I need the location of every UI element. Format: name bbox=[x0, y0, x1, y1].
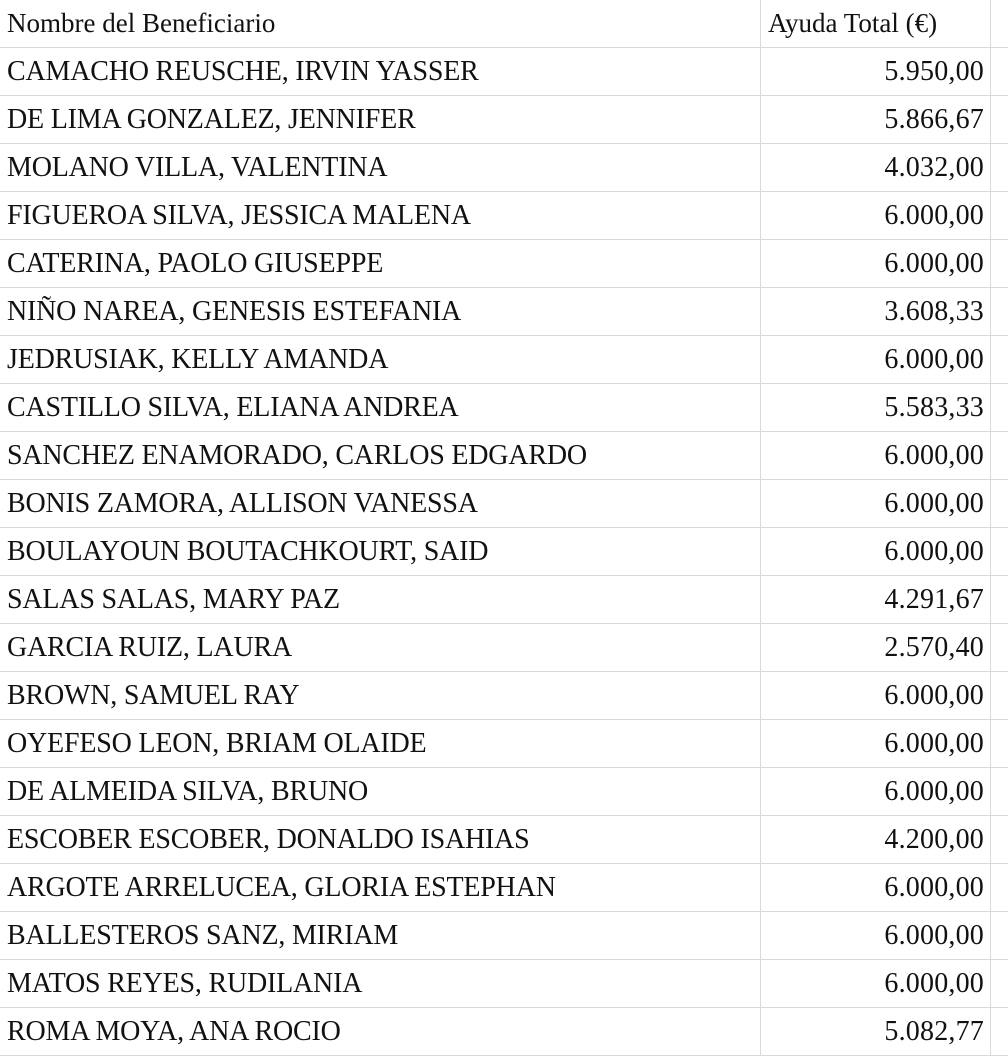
beneficiary-name: CAMACHO REUSCHE, IRVIN YASSER bbox=[7, 55, 479, 87]
beneficiary-name: DE LIMA GONZALEZ, JENNIFER bbox=[7, 103, 416, 135]
empty-cell[interactable] bbox=[991, 432, 1008, 479]
beneficiary-name-cell[interactable] bbox=[0, 192, 761, 239]
empty-cell[interactable] bbox=[991, 624, 1008, 671]
aid-amount-cell[interactable] bbox=[761, 432, 991, 479]
table-row bbox=[0, 960, 1008, 1008]
aid-amount: 6.000,00 bbox=[884, 487, 984, 519]
empty-cell[interactable] bbox=[991, 480, 1008, 527]
empty-cell[interactable] bbox=[991, 528, 1008, 575]
aid-amount-cell[interactable] bbox=[761, 816, 991, 863]
aid-amount: 6.000,00 bbox=[884, 871, 984, 903]
column-header-amount-label: Ayuda Total (€) bbox=[768, 8, 938, 38]
column-header-amount[interactable] bbox=[761, 0, 991, 47]
table-row bbox=[0, 384, 1008, 432]
beneficiary-name: BROWN, SAMUEL RAY bbox=[7, 679, 300, 711]
aid-amount: 6.000,00 bbox=[884, 439, 984, 471]
beneficiary-name-cell[interactable] bbox=[0, 960, 761, 1007]
table-row bbox=[0, 96, 1008, 144]
aid-amount: 6.000,00 bbox=[884, 919, 984, 951]
aid-amount: 6.000,00 bbox=[884, 247, 984, 279]
aid-amount: 2.570,40 bbox=[884, 631, 984, 663]
beneficiary-name: SALAS SALAS, MARY PAZ bbox=[7, 583, 340, 615]
table-row bbox=[0, 576, 1008, 624]
beneficiary-name: DE ALMEIDA SILVA, BRUNO bbox=[7, 775, 368, 807]
aid-amount-cell[interactable] bbox=[761, 960, 991, 1007]
beneficiary-name: BALLESTEROS SANZ, MIRIAM bbox=[7, 919, 399, 951]
beneficiary-name-cell[interactable] bbox=[0, 816, 761, 863]
aid-amount-cell[interactable] bbox=[761, 720, 991, 767]
beneficiary-name: JEDRUSIAK, KELLY AMANDA bbox=[7, 343, 389, 375]
empty-cell[interactable] bbox=[991, 0, 1008, 47]
aid-amount-cell[interactable] bbox=[761, 96, 991, 143]
empty-cell[interactable] bbox=[991, 816, 1008, 863]
table-row bbox=[0, 48, 1008, 96]
table-row bbox=[0, 144, 1008, 192]
table-row bbox=[0, 528, 1008, 576]
aid-amount-cell[interactable] bbox=[761, 48, 991, 95]
table-body bbox=[0, 48, 1008, 1056]
aid-amount: 6.000,00 bbox=[884, 775, 984, 807]
empty-cell[interactable] bbox=[991, 576, 1008, 623]
beneficiary-name: OYEFESO LEON, BRIAM OLAIDE bbox=[7, 727, 427, 759]
empty-cell[interactable] bbox=[991, 672, 1008, 719]
aid-amount: 5.950,00 bbox=[884, 55, 984, 87]
beneficiary-name: ESCOBER ESCOBER, DONALDO ISAHIAS bbox=[7, 823, 530, 855]
beneficiary-name-cell[interactable] bbox=[0, 864, 761, 911]
empty-cell[interactable] bbox=[991, 192, 1008, 239]
header-row bbox=[0, 0, 1008, 48]
empty-cell[interactable] bbox=[991, 336, 1008, 383]
beneficiary-name: MOLANO VILLA, VALENTINA bbox=[7, 151, 388, 183]
table-row bbox=[0, 912, 1008, 960]
beneficiary-name: CASTILLO SILVA, ELIANA ANDREA bbox=[7, 391, 459, 423]
beneficiary-name-cell[interactable] bbox=[0, 480, 761, 527]
table-row bbox=[0, 480, 1008, 528]
beneficiary-name: FIGUEROA SILVA, JESSICA MALENA bbox=[7, 199, 471, 231]
aid-amount: 6.000,00 bbox=[884, 343, 984, 375]
empty-cell[interactable] bbox=[991, 1008, 1008, 1055]
beneficiary-name: ROMA MOYA, ANA ROCIO bbox=[7, 1015, 341, 1047]
beneficiary-name-cell[interactable] bbox=[0, 912, 761, 959]
beneficiary-name: MATOS REYES, RUDILANIA bbox=[7, 967, 363, 999]
beneficiary-name-cell[interactable] bbox=[0, 240, 761, 287]
beneficiary-name-cell[interactable] bbox=[0, 384, 761, 431]
aid-amount-cell[interactable] bbox=[761, 864, 991, 911]
table-row bbox=[0, 1008, 1008, 1056]
aid-amount: 6.000,00 bbox=[884, 199, 984, 231]
aid-amount-cell[interactable] bbox=[761, 1008, 991, 1055]
aid-amount-cell[interactable] bbox=[761, 288, 991, 335]
aid-amount: 6.000,00 bbox=[884, 679, 984, 711]
aid-amount-cell[interactable] bbox=[761, 672, 991, 719]
aid-amount-cell[interactable] bbox=[761, 576, 991, 623]
table-row bbox=[0, 288, 1008, 336]
table-row bbox=[0, 624, 1008, 672]
empty-cell[interactable] bbox=[991, 768, 1008, 815]
beneficiary-name-cell[interactable] bbox=[0, 48, 761, 95]
aid-amount-cell[interactable] bbox=[761, 624, 991, 671]
aid-amount: 6.000,00 bbox=[884, 535, 984, 567]
table-row bbox=[0, 432, 1008, 480]
empty-cell[interactable] bbox=[991, 288, 1008, 335]
beneficiary-name-cell[interactable] bbox=[0, 288, 761, 335]
aid-amount-cell[interactable] bbox=[761, 768, 991, 815]
table-row bbox=[0, 816, 1008, 864]
aid-amount-cell[interactable] bbox=[761, 240, 991, 287]
beneficiary-name-cell[interactable] bbox=[0, 720, 761, 767]
beneficiary-name: NIÑO NAREA, GENESIS ESTEFANIA bbox=[7, 295, 462, 327]
beneficiary-name-cell[interactable] bbox=[0, 432, 761, 479]
aid-amount-cell[interactable] bbox=[761, 336, 991, 383]
aid-amount-cell[interactable] bbox=[761, 528, 991, 575]
beneficiary-name-cell[interactable] bbox=[0, 768, 761, 815]
aid-amount-cell[interactable] bbox=[761, 384, 991, 431]
aid-amount: 3.608,33 bbox=[884, 295, 984, 327]
beneficiary-name-cell[interactable] bbox=[0, 624, 761, 671]
beneficiary-name-cell[interactable] bbox=[0, 96, 761, 143]
aid-amount-cell[interactable] bbox=[761, 912, 991, 959]
beneficiary-name: ARGOTE ARRELUCEA, GLORIA ESTEPHAN bbox=[7, 871, 556, 903]
beneficiary-name: GARCIA RUIZ, LAURA bbox=[7, 631, 292, 663]
beneficiary-name-cell[interactable] bbox=[0, 336, 761, 383]
aid-amount: 5.082,77 bbox=[884, 1015, 984, 1047]
beneficiary-name: CATERINA, PAOLO GIUSEPPE bbox=[7, 247, 384, 279]
empty-cell[interactable] bbox=[991, 720, 1008, 767]
beneficiary-name-cell[interactable] bbox=[0, 1008, 761, 1055]
empty-cell[interactable] bbox=[991, 144, 1008, 191]
aid-amount: 4.291,67 bbox=[884, 583, 984, 615]
aid-amount: 6.000,00 bbox=[884, 727, 984, 759]
aid-amount: 5.866,67 bbox=[884, 103, 984, 135]
aid-amount: 4.200,00 bbox=[884, 823, 984, 855]
empty-cell[interactable] bbox=[991, 384, 1008, 431]
aid-amount: 4.032,00 bbox=[884, 151, 984, 183]
column-header-name[interactable] bbox=[0, 0, 761, 47]
beneficiary-name: BOULAYOUN BOUTACHKOURT, SAID bbox=[7, 535, 489, 567]
aid-amount: 6.000,00 bbox=[884, 967, 984, 999]
empty-cell[interactable] bbox=[991, 960, 1008, 1007]
table-row bbox=[0, 192, 1008, 240]
empty-cell[interactable] bbox=[991, 48, 1008, 95]
table-row bbox=[0, 864, 1008, 912]
table-row bbox=[0, 240, 1008, 288]
table-row bbox=[0, 720, 1008, 768]
empty-cell[interactable] bbox=[991, 96, 1008, 143]
beneficiary-name-cell[interactable] bbox=[0, 672, 761, 719]
table-row bbox=[0, 672, 1008, 720]
aid-amount-cell[interactable] bbox=[761, 144, 991, 191]
beneficiary-name: SANCHEZ ENAMORADO, CARLOS EDGARDO bbox=[7, 439, 587, 471]
empty-cell[interactable] bbox=[991, 912, 1008, 959]
beneficiary-name-cell[interactable] bbox=[0, 528, 761, 575]
column-header-name-label: Nombre del Beneficiario bbox=[7, 8, 276, 38]
aid-amount-cell[interactable] bbox=[761, 480, 991, 527]
empty-cell[interactable] bbox=[991, 240, 1008, 287]
beneficiary-name-cell[interactable] bbox=[0, 576, 761, 623]
beneficiary-name: BONIS ZAMORA, ALLISON VANESSA bbox=[7, 487, 478, 519]
aid-amount-cell[interactable] bbox=[761, 192, 991, 239]
table-row bbox=[0, 768, 1008, 816]
aid-amount: 5.583,33 bbox=[884, 391, 984, 423]
table-row bbox=[0, 336, 1008, 384]
beneficiary-name-cell[interactable] bbox=[0, 144, 761, 191]
empty-cell[interactable] bbox=[991, 864, 1008, 911]
